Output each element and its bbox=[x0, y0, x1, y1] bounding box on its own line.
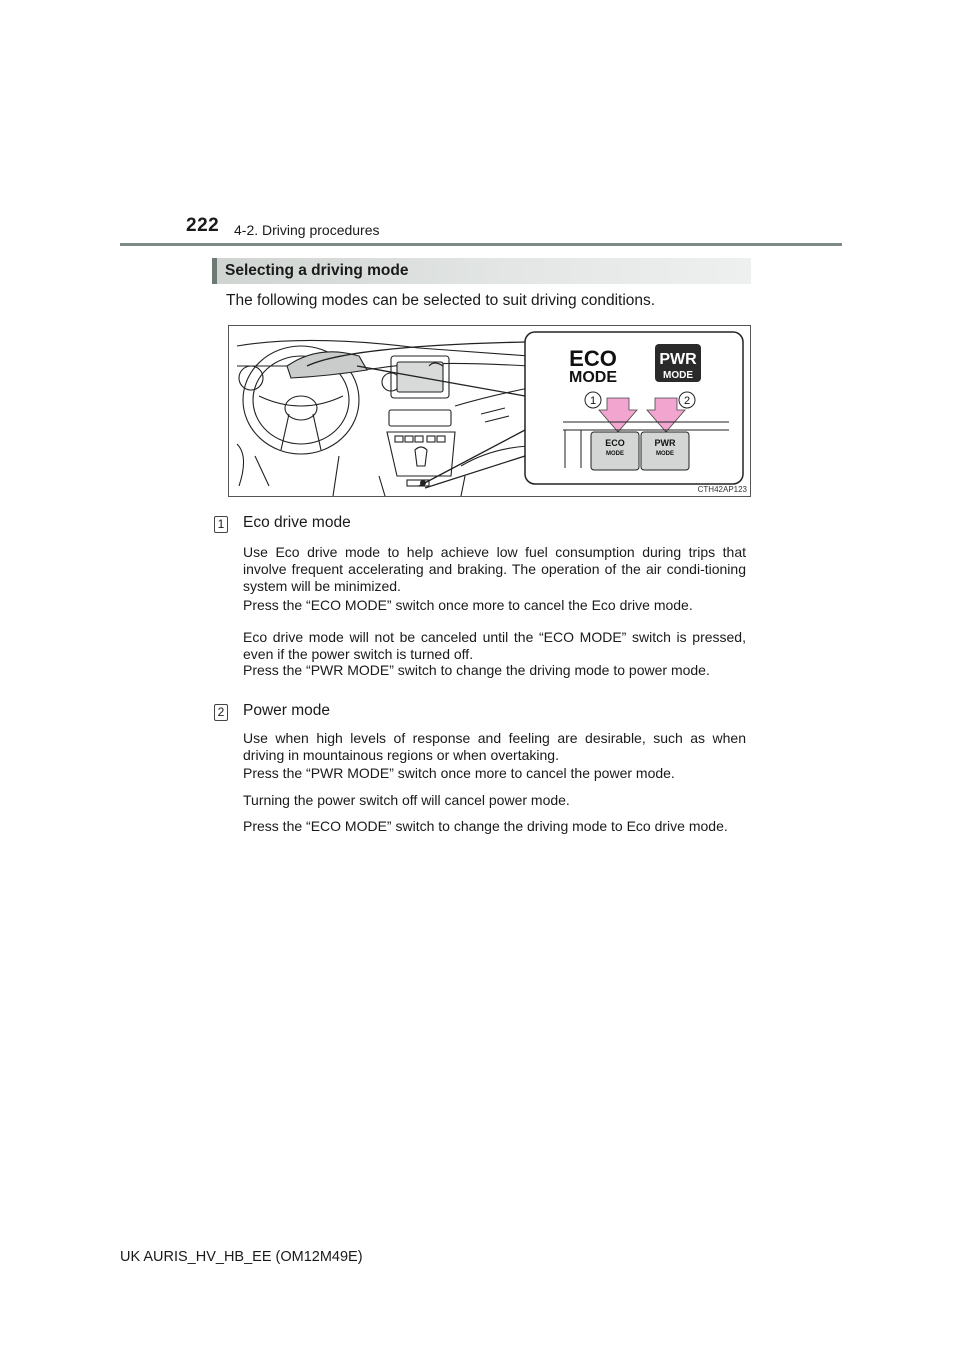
section-heading: Selecting a driving mode bbox=[225, 262, 409, 279]
section-heading-bar bbox=[212, 258, 751, 284]
heading-accent bbox=[212, 258, 217, 284]
item-number-badge: 1 bbox=[214, 516, 228, 533]
pwr-logo-top: PWR bbox=[659, 351, 697, 368]
item-title: Power mode bbox=[243, 702, 331, 719]
eco-logo-bottom: MODE bbox=[569, 369, 617, 386]
pwr-logo-bottom: MODE bbox=[663, 370, 693, 381]
paragraph: Press the “ECO MODE” switch to change the driving mode to Eco drive mode. bbox=[243, 818, 728, 834]
paragraph: Eco drive mode will not be canceled until the “ECO MODE” switch is pressed, even if the power switch is turned off. bbox=[243, 629, 746, 662]
paragraph: Press the “ECO MODE” switch once more to cancel the Eco drive mode. bbox=[243, 597, 693, 613]
paragraph: Use Eco drive mode to help achieve low fuel consumption during trips that involve frequent accelerating and braking. The operation of the air condi-tioning system will be minimized. bbox=[243, 544, 746, 594]
callout-1 bbox=[585, 392, 601, 408]
dashboard-illustration bbox=[228, 325, 751, 497]
eco-mode-logo bbox=[569, 346, 617, 386]
pwr-mode-logo bbox=[655, 344, 701, 382]
paragraph: Press the “PWR MODE” switch to change the driving mode to power mode. bbox=[243, 662, 710, 678]
footer-model-code: UK AURIS_HV_HB_EE (OM12M49E) bbox=[120, 1249, 363, 1265]
pwr-switch-label-top: PWR bbox=[654, 438, 676, 448]
pwr-switch-label-bottom: MODE bbox=[656, 451, 674, 457]
item-number-badge: 2 bbox=[214, 704, 228, 721]
eco-logo-top: ECO bbox=[569, 346, 617, 371]
paragraph: Use when high levels of response and feeling are desirable, such as when driving in mountainous regions or when overtaking. bbox=[243, 730, 746, 763]
eco-switch-label-bottom: MODE bbox=[606, 451, 624, 457]
callout-2 bbox=[679, 392, 695, 408]
item-title: Eco drive mode bbox=[243, 514, 351, 531]
intro-text: The following modes can be selected to suit driving conditions. bbox=[226, 292, 656, 309]
page-number: 222 bbox=[186, 215, 220, 236]
section-label: 4-2. Driving procedures bbox=[234, 222, 380, 238]
svg-text:2: 2 bbox=[683, 395, 691, 407]
paragraph: Press the “PWR MODE” switch once more to cancel the power mode. bbox=[243, 765, 675, 781]
dashboard-drawing bbox=[229, 326, 750, 496]
paragraph: Turning the power switch off will cancel power mode. bbox=[243, 792, 570, 808]
header-rule bbox=[120, 243, 842, 246]
svg-text:1: 1 bbox=[589, 395, 597, 407]
eco-switch-label-top: ECO bbox=[605, 438, 625, 448]
figure-code: CTH42AP123 bbox=[697, 485, 747, 494]
